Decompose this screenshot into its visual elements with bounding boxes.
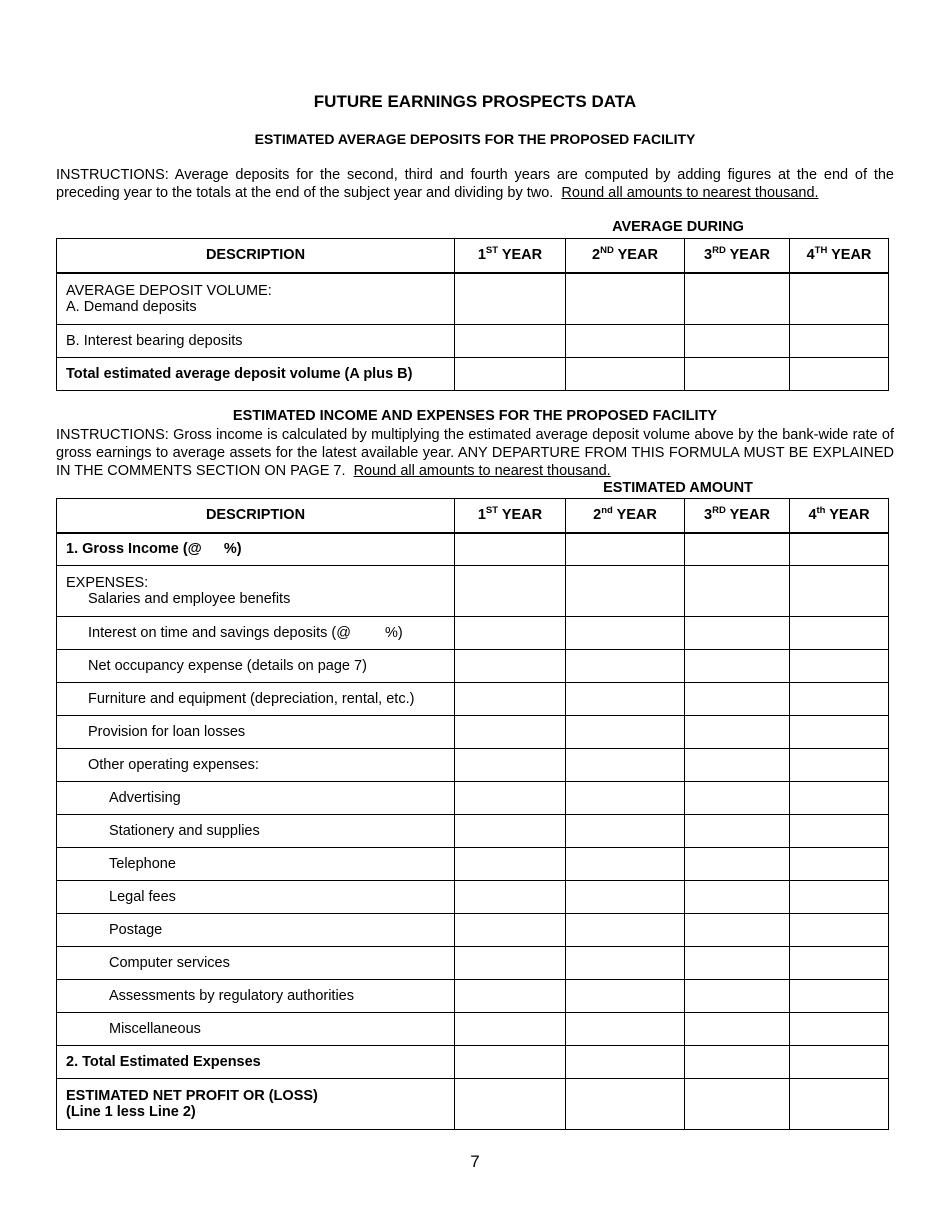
table-row <box>57 848 889 881</box>
cell-input[interactable] <box>685 1079 790 1130</box>
cell-input[interactable] <box>455 1079 566 1130</box>
cell-input[interactable] <box>455 617 566 650</box>
col-year-2: 2nd YEAR <box>566 499 685 533</box>
cell-input[interactable] <box>566 650 685 683</box>
cell-input[interactable] <box>455 1013 566 1046</box>
cell-input[interactable] <box>790 716 889 749</box>
cell-input[interactable] <box>790 914 889 947</box>
row-telephone-label: Telephone <box>57 848 455 881</box>
cell-input[interactable] <box>685 716 790 749</box>
cell-input[interactable] <box>566 848 685 881</box>
cell-input[interactable] <box>566 533 685 566</box>
page-number: 7 <box>470 1152 480 1171</box>
cell-input[interactable] <box>455 749 566 782</box>
cell-input[interactable] <box>790 947 889 980</box>
cell-input[interactable] <box>685 358 790 391</box>
table-row <box>57 815 889 848</box>
table-row <box>57 947 889 980</box>
page-title: FUTURE EARNINGS PROSPECTS DATA <box>313 92 637 111</box>
cell-input[interactable] <box>566 273 685 325</box>
cell-input[interactable] <box>566 683 685 716</box>
cell-input[interactable] <box>685 848 790 881</box>
cell-input[interactable] <box>455 683 566 716</box>
table-row <box>57 716 889 749</box>
cell-input[interactable] <box>566 617 685 650</box>
cell-input[interactable] <box>566 782 685 815</box>
table-row <box>57 683 889 716</box>
col-description: DESCRIPTION <box>57 499 455 533</box>
cell-input[interactable] <box>790 358 889 391</box>
cell-input[interactable] <box>685 683 790 716</box>
table-row <box>57 980 889 1013</box>
cell-input[interactable] <box>455 980 566 1013</box>
cell-input[interactable] <box>566 1046 685 1079</box>
row-miscellaneous-label: Miscellaneous <box>57 1013 455 1046</box>
section1-instructions-text: INSTRUCTIONS: Average deposits for the second, third and fourth years are computed by adding figures at the end of the preceding year to the totals at the end of the subject year and dividing by two. <box>56 167 894 201</box>
cell-input[interactable] <box>455 716 566 749</box>
cell-input[interactable] <box>790 815 889 848</box>
cell-input[interactable] <box>566 881 685 914</box>
cell-input[interactable] <box>685 617 790 650</box>
cell-input[interactable] <box>790 1013 889 1046</box>
row-assessments-label: Assessments by regulatory authorities <box>57 980 455 1013</box>
row-total-deposits-label: Total estimated average deposit volume (A plus B) <box>57 358 455 391</box>
cell-input[interactable] <box>790 848 889 881</box>
cell-input[interactable] <box>685 273 790 325</box>
cell-input[interactable] <box>790 650 889 683</box>
row-net-occupancy-label: Net occupancy expense (details on page 7) <box>57 650 455 683</box>
cell-input[interactable] <box>455 815 566 848</box>
cell-input[interactable] <box>566 815 685 848</box>
cell-input[interactable] <box>566 749 685 782</box>
table-row <box>57 325 889 358</box>
row-net-profit-label: ESTIMATED NET PROFIT OR (LOSS) (Line 1 less Line 2) <box>57 1079 455 1130</box>
col-year-1: 1ST YEAR <box>455 239 566 273</box>
section2-instructions <box>56 426 894 480</box>
table-row <box>57 749 889 782</box>
cell-input[interactable] <box>790 683 889 716</box>
section2-heading: ESTIMATED INCOME AND EXPENSES FOR THE PROPOSED FACILITY <box>232 408 718 424</box>
cell-input[interactable] <box>455 881 566 914</box>
cell-input[interactable] <box>455 947 566 980</box>
cell-input[interactable] <box>685 325 790 358</box>
cell-input[interactable] <box>566 1079 685 1130</box>
cell-input[interactable] <box>455 325 566 358</box>
cell-input[interactable] <box>455 650 566 683</box>
cell-input[interactable] <box>790 566 889 617</box>
section1-instructions <box>56 166 894 202</box>
cell-input[interactable] <box>685 566 790 617</box>
col-year-4: 4TH YEAR <box>790 239 889 273</box>
row-demand-deposits-label: AVERAGE DEPOSIT VOLUME: A. Demand deposits <box>57 273 455 325</box>
table-row <box>57 1046 889 1079</box>
cell-input[interactable] <box>566 325 685 358</box>
table-row <box>57 566 889 617</box>
cell-input[interactable] <box>685 533 790 566</box>
cell-input[interactable] <box>455 273 566 325</box>
cell-input[interactable] <box>566 566 685 617</box>
col-description: DESCRIPTION <box>57 239 455 273</box>
row-gross-income-label: 1. Gross Income (@ %) <box>57 533 455 566</box>
table-header-row <box>57 499 889 533</box>
cell-input[interactable] <box>455 782 566 815</box>
col-year-2: 2ND YEAR <box>566 239 685 273</box>
table-row <box>57 358 889 391</box>
table-row <box>57 650 889 683</box>
row-furniture-label: Furniture and equipment (depreciation, rental, etc.) <box>57 683 455 716</box>
cell-input[interactable] <box>566 358 685 391</box>
row-interest-deposits-label: Interest on time and savings deposits (@ %) <box>57 617 455 650</box>
cell-input[interactable] <box>790 617 889 650</box>
section1-heading: ESTIMATED AVERAGE DEPOSITS FOR THE PROPOSED FACILITY <box>254 131 696 147</box>
section2-instructions-text: INSTRUCTIONS: Gross income is calculated by multiplying the estimated average deposit volume above by the bank-wide rate of gross earnings to average assets for the latest available year. ANY DEPARTURE FROM THIS FORMULA MUST BE EXPLAINED IN THE COMMENTS SECTION ON PAGE 7. <box>56 427 894 479</box>
cell-input[interactable] <box>685 881 790 914</box>
cell-input[interactable] <box>455 358 566 391</box>
row-other-operating-label: Other operating expenses: <box>57 749 455 782</box>
cell-input[interactable] <box>455 1046 566 1079</box>
cell-input[interactable] <box>790 1079 889 1130</box>
col-year-3: 3RD YEAR <box>685 239 790 273</box>
average-deposits-table <box>56 238 889 391</box>
cell-input[interactable] <box>685 782 790 815</box>
cell-input[interactable] <box>685 650 790 683</box>
cell-input[interactable] <box>790 749 889 782</box>
cell-input[interactable] <box>455 533 566 566</box>
cell-input[interactable] <box>685 1013 790 1046</box>
section1-instructions-round: Round all amounts to nearest thousand. <box>561 185 819 201</box>
table-row <box>57 1013 889 1046</box>
row-postage-label: Postage <box>57 914 455 947</box>
row-interest-bearing-label: B. Interest bearing deposits <box>57 325 455 358</box>
table-row <box>57 533 889 566</box>
cell-input[interactable] <box>790 325 889 358</box>
cell-input[interactable] <box>566 947 685 980</box>
cell-input[interactable] <box>685 914 790 947</box>
cell-input[interactable] <box>790 980 889 1013</box>
col-year-1: 1ST YEAR <box>455 499 566 533</box>
cell-input[interactable] <box>790 533 889 566</box>
row-total-expenses-label: 2. Total Estimated Expenses <box>57 1046 455 1079</box>
col-year-3: 3RD YEAR <box>685 499 790 533</box>
estimated-amount-header: ESTIMATED AMOUNT <box>603 480 753 496</box>
cell-input[interactable] <box>790 1046 889 1079</box>
cell-input[interactable] <box>685 749 790 782</box>
table-row <box>57 914 889 947</box>
cell-input[interactable] <box>685 815 790 848</box>
table-header-row <box>57 239 889 273</box>
income-expenses-table <box>56 498 889 1130</box>
row-advertising-label: Advertising <box>57 782 455 815</box>
cell-input[interactable] <box>685 947 790 980</box>
section2-instructions-round: Round all amounts to nearest thousand. <box>353 463 611 479</box>
cell-input[interactable] <box>790 782 889 815</box>
table-row <box>57 881 889 914</box>
table-row <box>57 273 889 325</box>
table-row <box>57 617 889 650</box>
cell-input[interactable] <box>790 273 889 325</box>
row-computer-services-label: Computer services <box>57 947 455 980</box>
cell-input[interactable] <box>566 1013 685 1046</box>
row-salaries-label: EXPENSES: Salaries and employee benefits <box>57 566 455 617</box>
cell-input[interactable] <box>790 881 889 914</box>
table-row <box>57 782 889 815</box>
cell-input[interactable] <box>566 914 685 947</box>
table-row <box>57 1079 889 1130</box>
row-provision-label: Provision for loan losses <box>57 716 455 749</box>
col-year-4: 4th YEAR <box>790 499 889 533</box>
cell-input[interactable] <box>566 716 685 749</box>
cell-input[interactable] <box>455 848 566 881</box>
cell-input[interactable] <box>566 980 685 1013</box>
row-legal-fees-label: Legal fees <box>57 881 455 914</box>
cell-input[interactable] <box>455 914 566 947</box>
row-stationery-label: Stationery and supplies <box>57 815 455 848</box>
average-during-header: AVERAGE DURING <box>612 219 744 235</box>
cell-input[interactable] <box>685 980 790 1013</box>
cell-input[interactable] <box>455 566 566 617</box>
cell-input[interactable] <box>685 1046 790 1079</box>
